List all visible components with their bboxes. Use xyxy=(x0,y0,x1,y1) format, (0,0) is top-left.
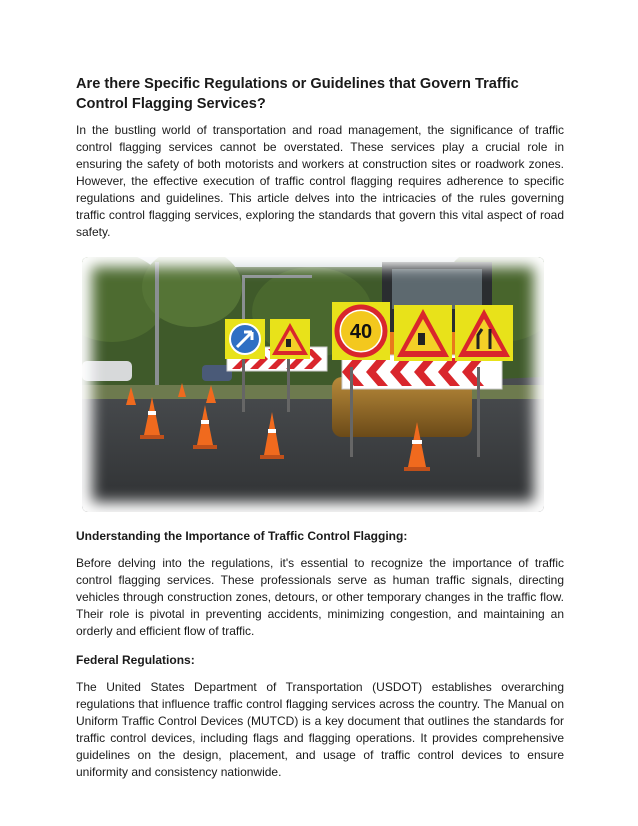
roadwork-scene xyxy=(82,257,544,512)
roadworks-sign-icon xyxy=(394,305,452,361)
section-body-importance: Before delving into the regulations, it's essential to recognize the importance of traffic control flagging services. These professionals serve as human traffic signals, directing vehicles through construction zones, detours, or other temporary changes in the traffic flow. Their role is pivotal in preventing accidents, minimizing congestion, and maintaining an orderly and efficient flow of traffic. xyxy=(76,556,564,638)
speed-limit-value: 40 xyxy=(349,321,373,343)
keep-right-sign-icon xyxy=(225,319,265,359)
section-heading-importance: Understanding the Importance of Traffic Control Flagging: xyxy=(76,529,408,543)
road-narrows-sign-icon xyxy=(455,305,513,361)
intro-paragraph: In the bustling world of transportation and road management, the significance of traffic control flagging services cannot be overstated. These services play a crucial role in ensuring the safety of both motorists and workers at construction sites or roadwork zones. However, the effective execution of traffic control flagging requires adherence to specific regulations and guidelines. This article delves into the intricacies of the rules governing traffic control flagging services, exploring the standards that govern this vital aspect of road safety. xyxy=(76,123,564,239)
roadworks-sign-icon xyxy=(270,319,310,359)
article-title: Are there Specific Regulations or Guidelines that Govern Traffic Control Flagging Services? xyxy=(76,76,519,112)
section-heading-federal: Federal Regulations: xyxy=(76,653,195,667)
roadwork-photo xyxy=(82,257,544,512)
section-body-federal: The United States Department of Transportation (USDOT) establishes overarching regulations that influence traffic control flagging services across the country. The Manual on Uniform Traffic Control Devices (MUTCD) is a key document that outlines the standards for traffic control devices, including flags and flagging operations. It provides comprehensive guidelines on the design, placement, and usage of traffic control devices to ensure uniformity and consistency nationwide. xyxy=(76,680,564,779)
article xyxy=(76,74,564,781)
speed-limit-sign-icon xyxy=(332,302,390,360)
